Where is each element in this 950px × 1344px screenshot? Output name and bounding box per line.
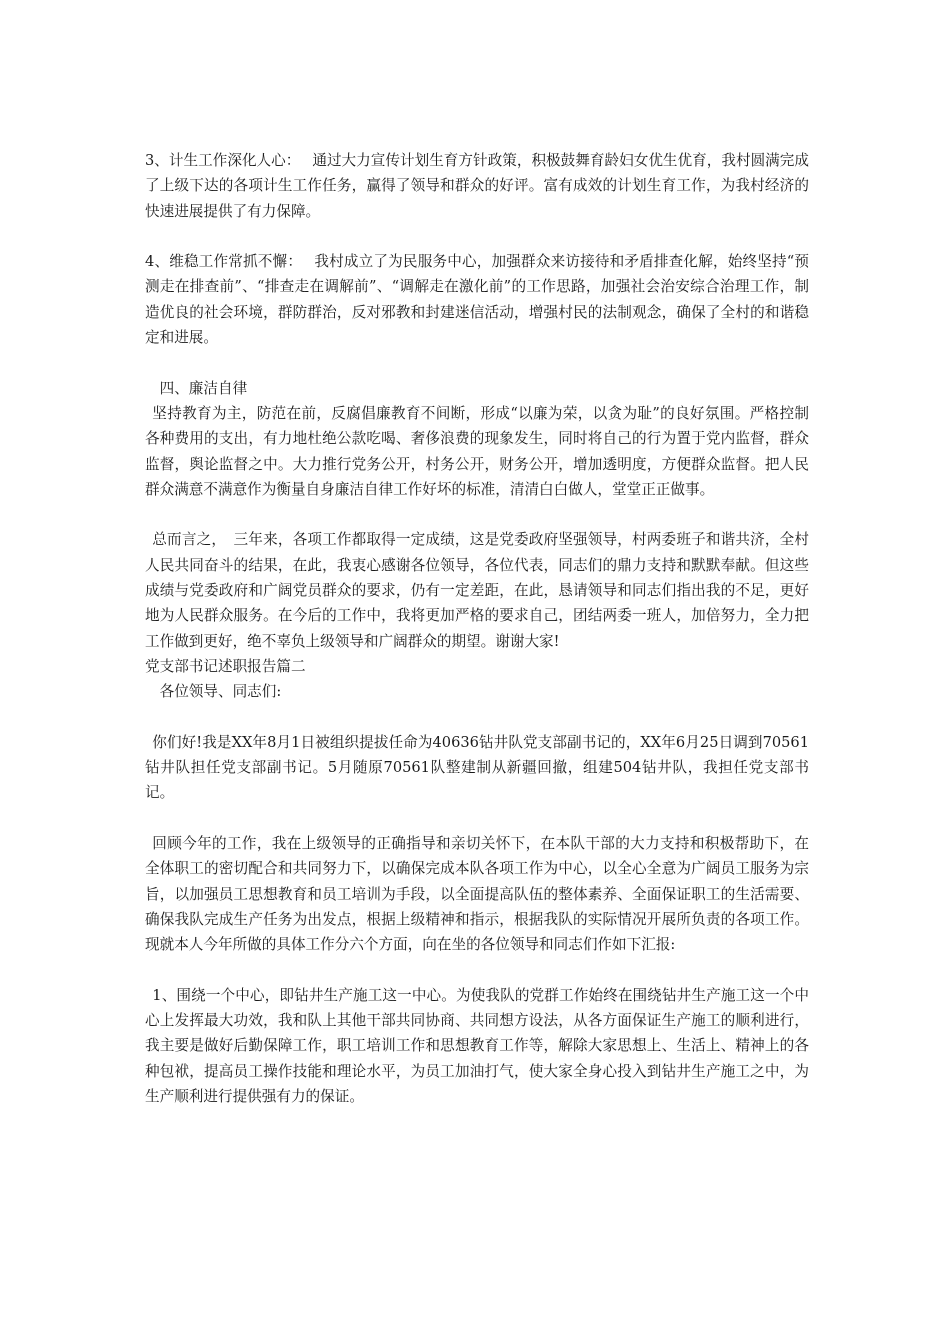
paragraph-gap bbox=[145, 958, 809, 983]
paragraph-gap bbox=[145, 224, 809, 249]
paragraph-review: 回顾今年的工作，我在上级领导的正确指导和亲切关怀下，在本队干部的大力支持和积极帮助下，在全体职工的密切配合和共同努力下，以确保完成本队各项工作为中心，以全心全意为广阔员工服务为宗旨，以加强员工思想教育和员工培训为手段，以全面提高队伍的整体素养、全面保证职工的生活需要、确保我队完成生产任务为出发点，根据上级精神和指示，根据我队的实际情况开展所负责的各项工作。现就本人今年所做的具体工作分六个方面，向在坐的各位领导和同志们作如下汇报: bbox=[145, 835, 809, 954]
paragraph-conclusion: 总而言之， 三年来，各项工作都取得一定成绩，这是党委政府坚强领导，村两委班子和谐共济，全村人民共同奋斗的结果，在此，我衷心感谢各位领导，各位代表，同志们的鼎力支持和默默奉献。但这些成绩与党委政府和广阔党员群众的要求，仍有一定差距，在此，恳请领导和同志们指出我的不足，更好地为人民群众服务。在今后的工作中，我将更加严格的要求自己，团结两委一班人，加倍努力，全力把工作做到更好，绝不辜负上级领导和广阔群众的期望。谢谢大家! bbox=[145, 531, 809, 650]
paragraph-center-work: 1、围绕一个中心，即钻井生产施工这一中心。为使我队的党群工作始终在围绕钻井生产施工这一个中心上发挥最大功效，我和队上其他干部共同协商、共同想方设法，从各方面保证生产施工的顺利进行，我主要是做好后勤保障工作，职工培训工作和思想教育工作等，解除大家思想上、生活上、精神上的各种包袱，提高员工操作技能和理论水平，为员工加油打气，使大家全身心投入到钻井生产施工之中，为生产顺利进行提供强有力的保证。 bbox=[145, 986, 809, 1105]
paragraph-gap bbox=[145, 350, 809, 375]
paragraph-stability: 4、维稳工作常抓不懈： 我村成立了为民服务中心，加强群众来访接待和矛盾排查化解，始终坚持“预测走在排查前”、“排查走在调解前”、“调解走在激化前”的工作思路，加强社会治安综合治理工作，制造优良的社会环境，群防群治，反对邪教和封建迷信活动，增强村民的法制观念，确保了全村的和谐稳定和进展。 bbox=[145, 253, 809, 347]
report-title-part-two: 党支部书记述职报告篇二 bbox=[145, 657, 306, 675]
paragraph-gap bbox=[145, 502, 809, 527]
paragraph-gap bbox=[145, 705, 809, 730]
paragraph-family-planning: 3、计生工作深化人心： 通过大力宣传计划生育方针政策，积极鼓舞育龄妇女优生优育，我村圆满完成了上级下达的各项计生工作任务，赢得了领导和群众的好评。富有成效的计划生育工作，为我村经济的快速进展提供了有力保障。 bbox=[145, 152, 809, 220]
paragraph-integrity: 坚持教育为主，防范在前，反腐倡廉教育不间断，形成“以廉为荣，以贪为耻”的良好氛围。严格控制各种费用的支出，有力地杜绝公款吃喝、奢侈浪费的现象发生，同时将自己的行为置于党内监督，群众监督，舆论监督之中。大力推行党务公开，村务公开，财务公开，增加透明度，方便群众监督。把人民群众满意不满意作为衡量自身廉洁自律工作好坏的标准，清清白白做人，堂堂正正做事。 bbox=[145, 404, 809, 498]
paragraph-introduction: 你们好!我是XX年8月1日被组织提拔任命为40636钻井队党支部副书记的，XX年6月25日调到70561钻井队担任党支部副书记。5月随原70561队整建制从新疆回撤，组建504钻井队，我担任党支部书记。 bbox=[145, 733, 809, 802]
greeting: 各位领导、同志们: bbox=[159, 683, 282, 701]
document-body bbox=[145, 148, 809, 1109]
paragraph-gap bbox=[145, 806, 809, 831]
section-heading-integrity: 四、廉洁自律 bbox=[159, 379, 248, 397]
